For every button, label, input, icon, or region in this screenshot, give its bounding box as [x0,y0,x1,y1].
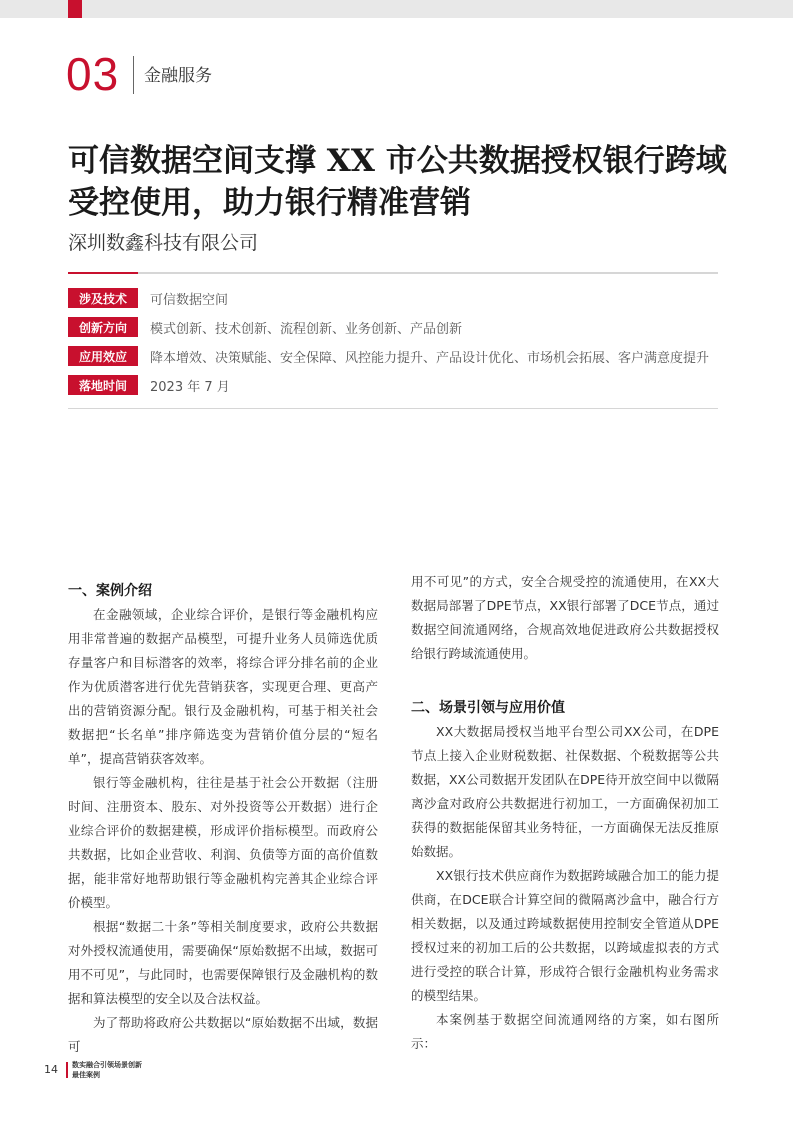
company-name: 深圳数鑫科技有限公司 [68,232,259,254]
paragraph: 为了帮助将政府公共数据以“原始数据不出域，数据可 [68,1015,378,1054]
meta-value: 2023 年 7 月 [150,379,230,395]
footer-publication-title [72,1060,142,1080]
left-column [68,579,378,1059]
section-heading-case-intro: 一、案例介绍 [68,583,152,599]
article-title: 可信数据空间支撑 XX 市公共数据授权银行跨域受控使用，助力银行精准营销 [68,143,727,221]
footer-line: 数实融合引领场景创新 [72,1061,142,1069]
page-number: 14 [44,1063,58,1076]
section-heading-scenario: 二、场景引领与应用价值 [411,700,565,716]
meta-row-innovation [68,316,462,338]
meta-tag: 应用效应 [68,346,138,366]
paragraph: XX大数据局授权当地平台型公司XX公司，在DPE节点上接入企业财税数据、社保数据、个税数据等公共数据，XX公司数据开发团队在DPE待开放空间中以微隔离沙盒对政府公共数据进行初加工，一方面确保初加工获得的数据能保留其业务特征，一方面确保无法反推原始数据。 [411,724,719,859]
paragraph: 根据“数据二十条”等相关制度要求，政府公共数据对外授权流通使用，需要确保“原始数据不出域，数据可用不可见”，与此同时，也需要保障银行及金融机构的数据和算法模型的安全以及合法权益。 [68,919,378,1006]
meta-value: 降本增效、决策赋能、安全保障、风控能力提升、产品设计优化、市场机会拓展、客户满意度提升 [150,350,710,366]
meta-row-date [68,374,230,396]
header-rule-accent [68,272,138,274]
section-divider [133,56,134,94]
paragraph: 银行等金融机构，往往是基于社会公开数据（注册时间、注册资本、股东、对外投资等公开数据）进行企业综合评价的数据建模，形成评价指标模型。而政府公共数据，比如企业营收、利润、负债等方面的高价值数据，能非常好地帮助银行等金融机构完善其企业综合评价模型。 [68,775,378,910]
meta-bottom-rule [68,408,718,409]
paragraph: 本案例基于数据空间流通网络的方案，如右图所示： [411,1012,719,1051]
top-accent-bar [68,0,82,18]
meta-row-effect [68,345,709,367]
right-column [411,570,719,1056]
meta-tag: 创新方向 [68,317,138,337]
meta-row-technology [68,287,228,309]
footer-line: 最佳案例 [72,1071,100,1079]
meta-tag: 涉及技术 [68,288,138,308]
section-number: 03 [66,48,120,100]
paragraph: 在金融领域，企业综合评价，是银行等金融机构应用非常普遍的数据产品模型，可提升业务人员筛选优质存量客户和目标潜客的效率，将综合评分排名前的企业作为优质潜客进行优先营销获客，实现更合理、更高产出的营销资源分配。银行及金融机构，可基于相关社会数据把“长名单”排序筛选变为营销价值分层的“短名单”，提高营销获客效率。 [68,607,378,766]
paragraph: XX银行技术供应商作为数据跨域融合加工的能力提供商，在DCE联合计算空间的微隔离沙盒中，融合行方相关数据，以及通过跨域数据使用控制安全管道从DPE授权过来的初加工后的公共数据，以跨域虚拟表的方式进行受控的联合计算，形成符合银行金融机构业务需求的模型结果。 [411,868,719,1003]
section-label: 金融服务 [144,66,212,86]
header-rule [68,272,718,274]
top-band [0,0,793,18]
meta-value: 可信数据空间 [150,292,229,308]
footer-accent-bar [66,1062,68,1078]
meta-tag: 落地时间 [68,375,138,395]
meta-value: 模式创新、技术创新、流程创新、业务创新、产品创新 [150,321,463,337]
paragraph-continued: 用不可见”的方式，安全合规受控的流通使用，在XX大数据局部署了DPE节点，XX银行部署了DCE节点，通过数据空间流通网络，合规高效地促进政府公共数据授权给银行跨域流通使用。 [411,574,719,661]
